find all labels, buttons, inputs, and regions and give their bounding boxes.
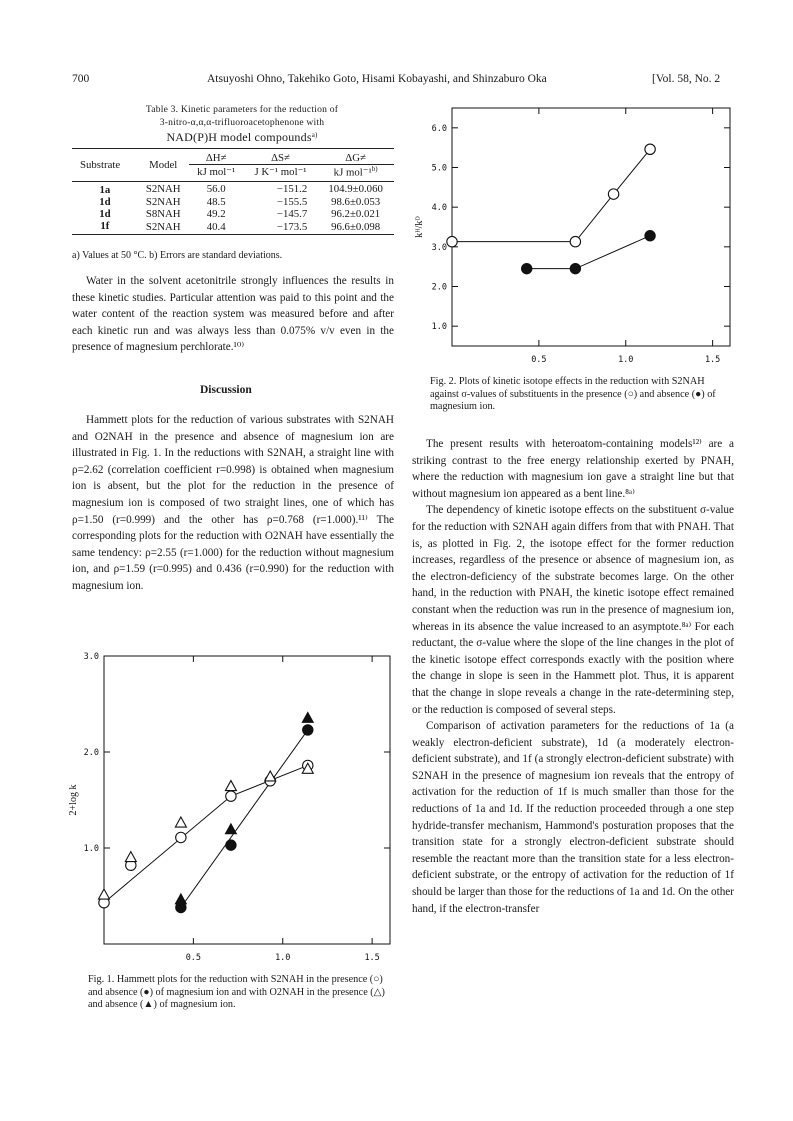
cell-dg: 104.9±0.060 (328, 182, 383, 195)
x-tick-label: 1.5 (704, 355, 721, 365)
filled-triangle-marker (225, 824, 236, 834)
cell-model: S8NAH (145, 207, 181, 220)
fit-line (181, 730, 308, 908)
cell-dh: 49.2 (206, 207, 226, 220)
open-circle-marker (570, 236, 580, 246)
table-row (72, 196, 394, 208)
cell-ds: −151.2 (276, 182, 308, 195)
cell-model: S2NAH (145, 182, 181, 195)
cell-dg: 98.6±0.053 (331, 195, 381, 208)
table-row (72, 181, 394, 196)
right-column-text (412, 436, 734, 917)
unit-dg: kJ mol⁻¹ (333, 166, 372, 179)
x-tick-label: 1.0 (275, 953, 291, 962)
fig1-chart (62, 650, 400, 962)
filled-circle-marker (645, 231, 655, 241)
y-tick-label: 4.0 (431, 203, 447, 214)
table-footnote: a) Values at 50 °C. b) Errors are standard deviations. (72, 250, 283, 261)
unit-ds: J K⁻¹ mol⁻¹ (254, 166, 307, 179)
series-line (452, 149, 650, 241)
volume-info: [Vol. 58, No. 2 (652, 73, 721, 85)
open-triangle-marker (225, 781, 236, 791)
y-tick-label: 5.0 (431, 163, 447, 174)
paragraph-water: Water in the solvent acetonitrile strongly influences the results in these kinetic studies. Particular attention was paid to this point and the water content of the reaction system was measured before and after each kinetic run and was always less than 0.075% v/v even in the presence of magnesium perchlorate.¹⁰⁾ (72, 275, 394, 354)
y-tick-label: 3.0 (431, 242, 447, 253)
unit-dh: kJ mol⁻¹ (197, 166, 236, 179)
y-tick-label: 2.0 (83, 748, 99, 758)
cell-dh: 56.0 (206, 182, 226, 195)
table-row (72, 220, 394, 235)
open-circle-marker (176, 832, 186, 842)
y-tick-label: 2.0 (431, 282, 447, 293)
left-paragraph-1 (72, 273, 394, 356)
table-caption (92, 104, 392, 146)
cell-dh: 40.4 (206, 220, 226, 233)
table-caption-line2: 3-nitro-α,α,α-trifluoroacetophenone with (159, 116, 325, 128)
table-caption-sup: a) (311, 131, 318, 139)
y-tick-label: 3.0 (83, 652, 99, 662)
col-header-dg: ΔG≠ (317, 149, 394, 165)
y-axis-label: 2+log k (68, 784, 79, 816)
fig1-caption: Fig. 1. Hammett plots for the reduction with S2NAH in the presence (○) and absence (●) of magnesium ion and with O2NAH in the presence (△) and absence (▲) of magnesium ion. (88, 974, 385, 1010)
filled-circle-marker (522, 263, 532, 273)
y-tick-label: 6.0 (431, 123, 447, 134)
col-header-model: Model (149, 158, 178, 171)
y-axis-label: kᴴ/kᴰ (414, 216, 425, 238)
x-tick-label: 1.5 (364, 953, 380, 962)
paragraph-activation: Comparison of activation parameters for the reductions of 1a (a weakly electron-deficient substrate), 1d (a moderately electron-deficient substrate), and 1f (a strongly electron-deficient substrate) with S2NAH in the presence of magnesium ion reveals that the entropy of activation for the reduction of 1f is much smaller than those for the reductions of 1a and 1d. If the reduction proceeded through a one step hydride-transfer mechanism, Hammond's posturation proposes that the transition state for a strongly electron-deficient substrate should resemble the reactant more than the transition state for a less electron-deficient substrate, or the entropy of activation for the reduction of 1f should be larger than those for the reductions of 1a and 1d. On the other hand, if the electron-transfer (412, 720, 734, 915)
col-header-ds: ΔS≠ (244, 149, 318, 165)
open-triangle-marker (265, 771, 276, 781)
plot-frame (104, 656, 390, 944)
filled-triangle-marker (175, 894, 186, 904)
filled-circle-marker (570, 263, 580, 273)
cell-ds: −173.5 (276, 220, 308, 233)
left-paragraph-2 (72, 412, 394, 595)
cell-substrate: 1d (99, 207, 111, 220)
cell-ds: −145.7 (276, 207, 308, 220)
plot-frame (452, 108, 730, 346)
open-circle-marker (645, 144, 655, 154)
paragraph-hammett: Hammett plots for the reduction of various substrates with S2NAH and O2NAH in the presence and absence of magnesium ion are illustrated in Fig. 1. In the reductions with S2NAH, a straight line with ρ=2.62 (correlation coefficient r=0.998) is obtained when magnesium ion is absent, but the plot for the reduction in the presence of magnesium ion is composed of two straight lines, one of which has ρ=1.50 (r=0.999) and the other has ρ=0.768 (r=1.000).¹¹⁾ The corresponding plots for the reduction with O2NAH have essentially the same tendency: ρ=2.55 (r=1.000) for the reduction without magnesium ion, and ρ=1.59 (r=0.995) and 0.436 (r=0.990) for the reduction with magnesium ion. (72, 414, 394, 592)
table-row (72, 208, 394, 220)
col-header-dh: ΔH≠ (189, 149, 244, 165)
cell-ds: −155.5 (276, 195, 308, 208)
fig2-chart (404, 102, 738, 374)
open-circle-marker (447, 236, 457, 246)
page-number: 700 (72, 73, 90, 85)
series-line (527, 236, 650, 269)
x-tick-label: 0.5 (531, 355, 547, 365)
table-caption-line3: NAD(P)H model compounds (166, 130, 312, 145)
open-triangle-marker (125, 852, 136, 862)
paragraph-isotope: The dependency of kinetic isotope effects on the substituent σ-value for the reduction with S2NAH again differs from that with PNAH. That is, as plotted in Fig. 2, the isotope effect for the former reduction increases, regardless of the presence or absence of magnesium ion, as the electron-deficiency of the substrate becomes large. On the other hand, in the reduction with PNAH, the kinetic isotope effect remained constant when the reduction was run in the presence of magnesium ion, whereas in its absence the value increased to an asymptote.⁸ᵃ⁾ For each reductant, the σ-value where the slope of the line changes in the plot of the kinetic isotope effect corresponds exactly with the position where the change in slope is seen in the Hammett plot. Thus, it is apparent that the change in slope reveals a change in the rate-determining step, or the reduction is composed of several steps. (412, 504, 734, 716)
cell-dg: 96.2±0.021 (331, 207, 381, 220)
unit-dg-sup: b) (371, 165, 378, 173)
table-caption-line1: Table 3. Kinetic parameters for the reduction of (145, 104, 339, 115)
cell-substrate: 1f (100, 219, 110, 232)
kinetic-parameters-table (72, 148, 394, 235)
cell-model: S2NAH (145, 220, 181, 233)
running-authors: Atsuyoshi Ohno, Takehiko Goto, Hisami Kobayashi, and Shinzaburo Oka (207, 73, 547, 85)
cell-dg: 96.6±0.098 (331, 220, 381, 233)
cell-substrate: 1a (99, 183, 111, 196)
open-circle-marker (226, 791, 236, 801)
filled-circle-marker (226, 840, 236, 850)
y-tick-label: 1.0 (83, 844, 99, 854)
fit-line (104, 765, 308, 902)
fig2-caption: Fig. 2. Plots of kinetic isotope effects in the reduction with S2NAH against σ-values of substituents in the presence (○) and absence (●) of magnesium ion. (430, 376, 716, 412)
y-tick-label: 1.0 (431, 322, 447, 333)
filled-circle-marker (303, 725, 313, 735)
section-heading: Discussion (200, 384, 252, 396)
paragraph-heteroatom: The present results with heteroatom-containing models¹²⁾ are a striking contrast to the free energy relationship exerted by PNAH, where the reduction with magnesium ion gave a straight line but that without magnesium ion appeared as a bent line.⁸ᵃ⁾ (412, 438, 734, 500)
cell-model: S2NAH (145, 195, 181, 208)
filled-triangle-marker (302, 712, 313, 722)
open-circle-marker (608, 189, 618, 199)
cell-substrate: 1d (99, 195, 111, 208)
col-header-substrate: Substrate (80, 158, 121, 171)
cell-dh: 48.5 (206, 195, 226, 208)
open-triangle-marker (175, 817, 186, 827)
open-triangle-marker (99, 889, 110, 899)
x-tick-label: 1.0 (618, 355, 634, 365)
x-tick-label: 0.5 (185, 953, 202, 962)
